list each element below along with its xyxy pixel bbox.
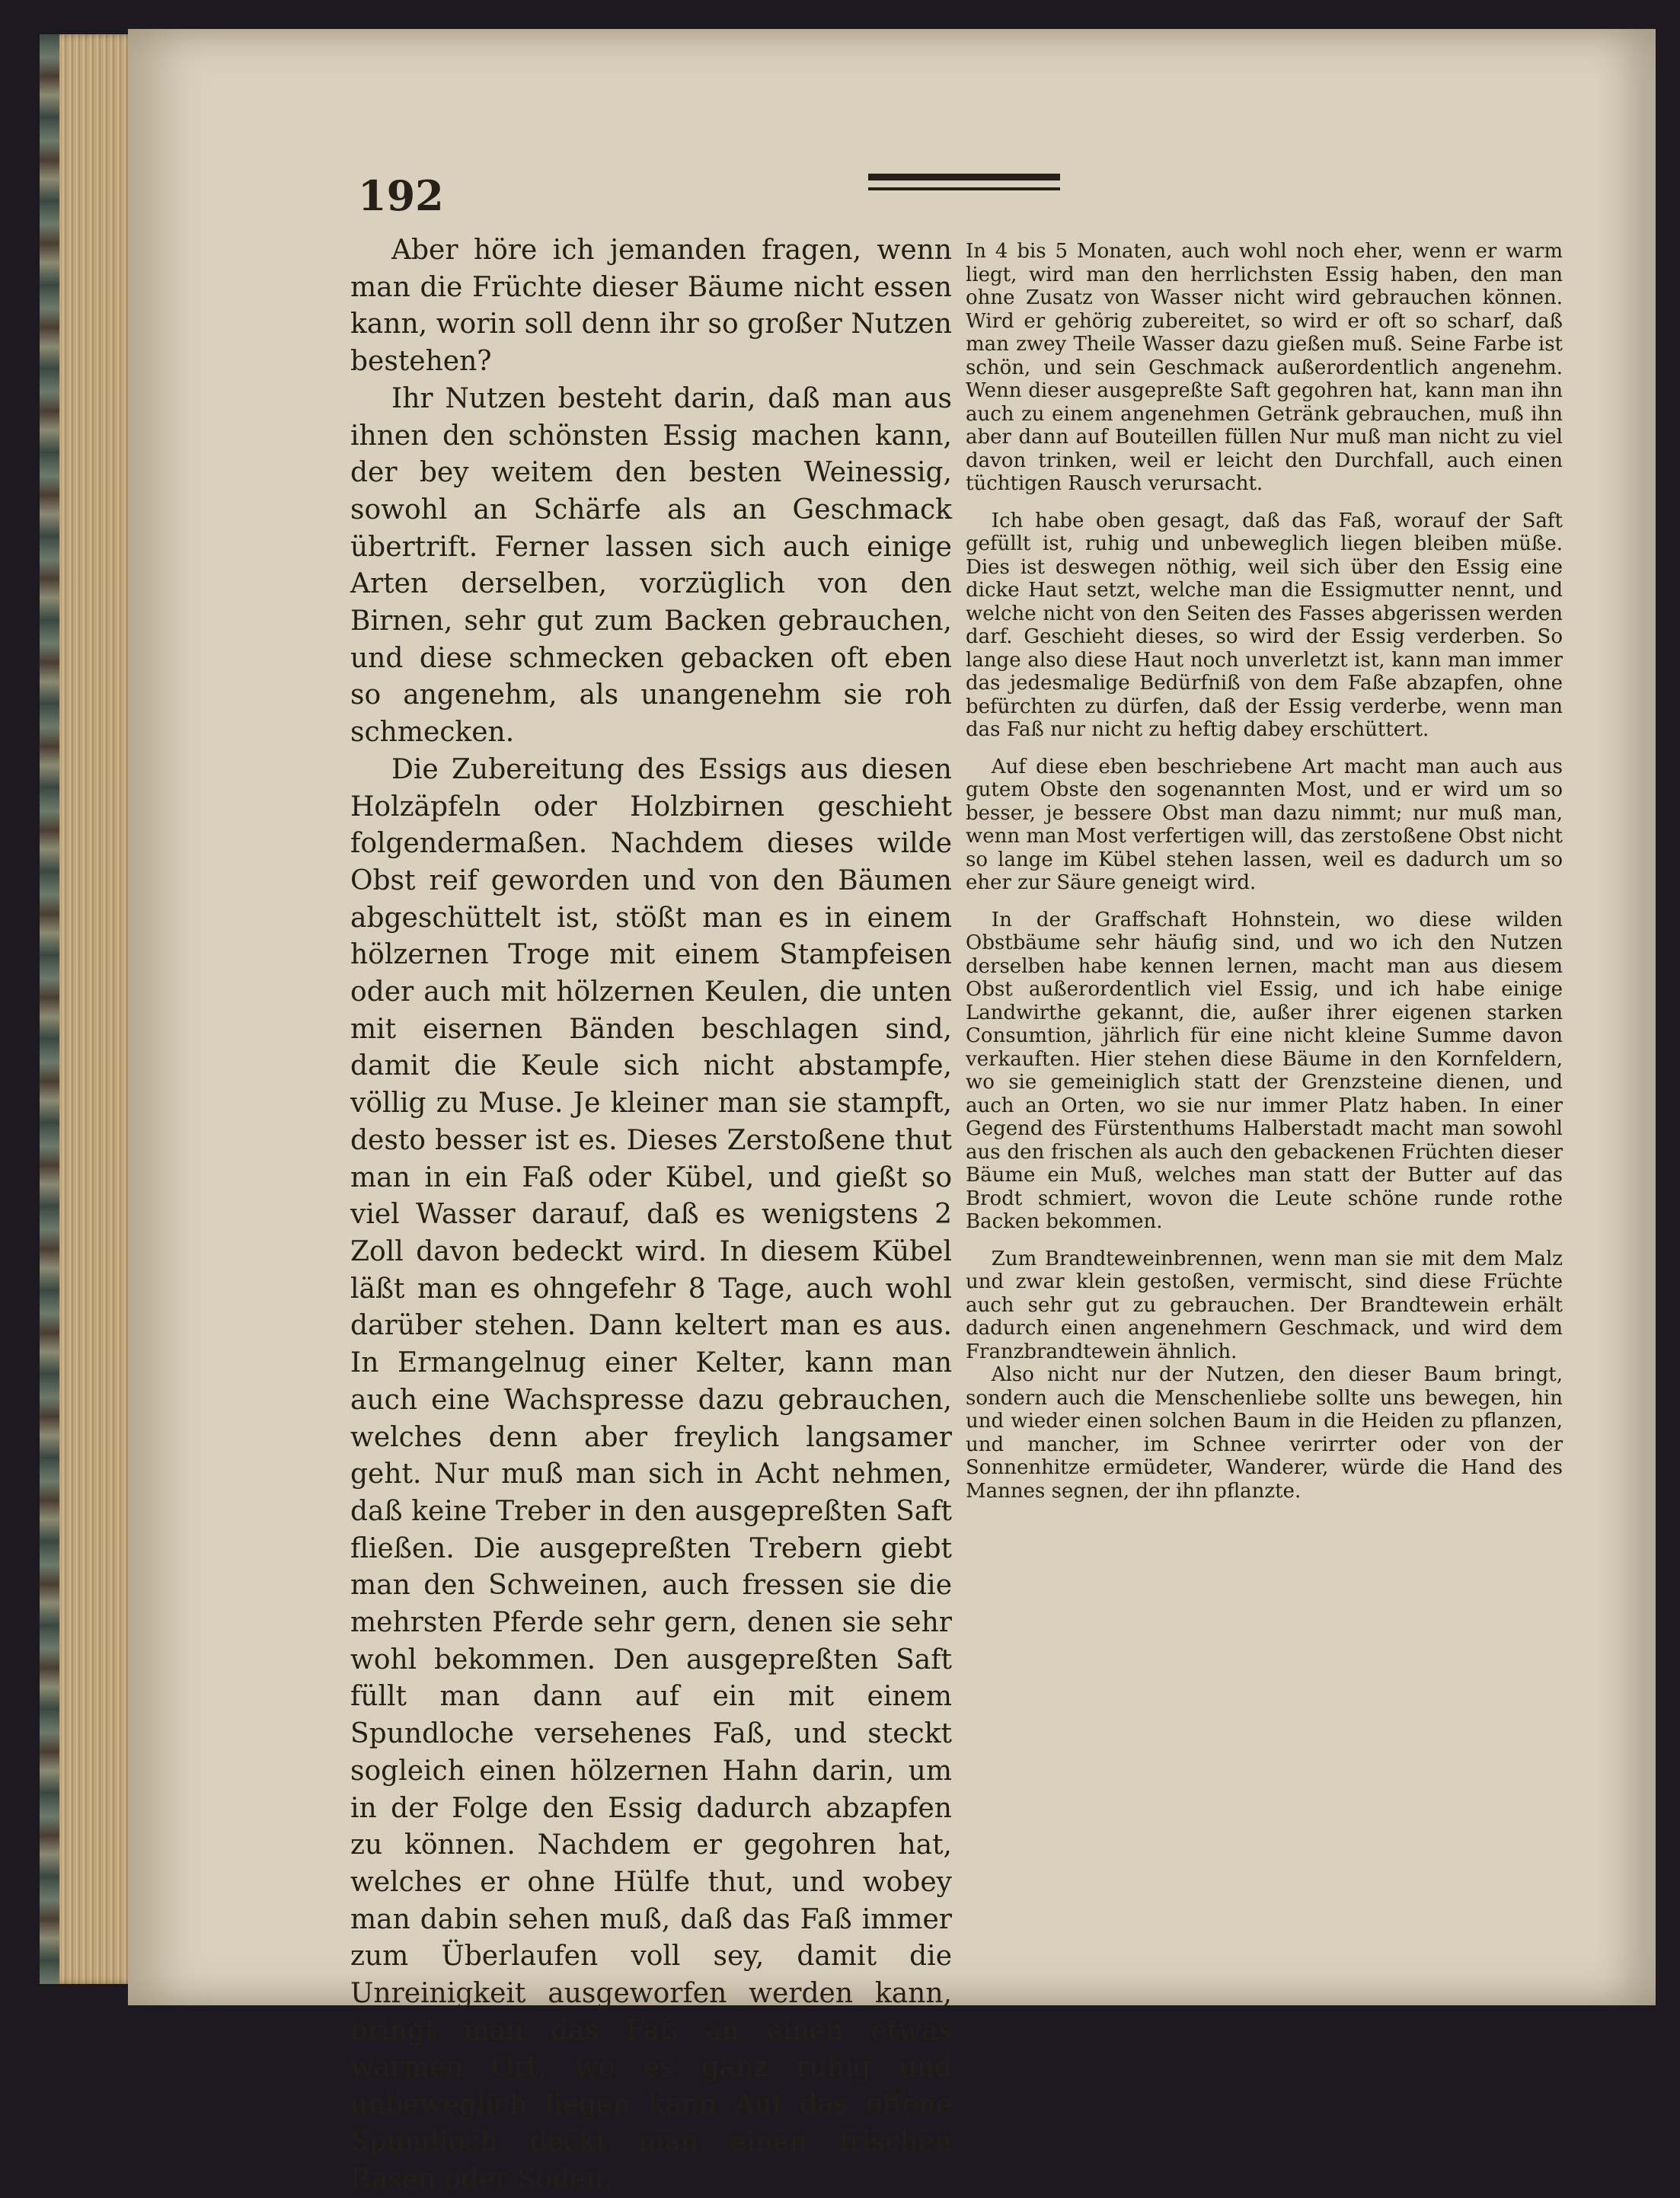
- left-paragraph-3: Die Zubereitung des Essigs aus diesen Holzäpfeln oder Holzbirnen geschieht folgendermaßen. Nachdem dieses wilde Obst reif geworden und von den Bäumen abgeschüttelt ist, stößt man es in einem hölzernen Troge mit einem Stampfeisen oder auch mit hölzernen Keulen, die unten mit eisernen Bänden beschlagen sind, damit die Keule sich nicht abstampfe, völlig zu Muse. Je kleiner man sie stampft, desto besser ist es. Dieses Zerstoßene thut man in ein Faß oder Kübel, und gießt so viel Wasser darauf, daß es wenigstens 2 Zoll davon bedeckt wird. In diesem Kübel läßt man es ohngefehr 8 Tage, auch wohl darüber stehen. Dann keltert man es aus. In Ermangelnug einer Kelter, kann man auch eine Wachspresse dazu gebrauchen, welches denn aber freylich langsamer geht. Nur muß man sich in Acht nehmen, daß keine Treber in den ausgepreßten Saft fließen. Die ausgepreßten Trebern giebt man den Schweinen, auch fressen sie die mehrsten Pferde sehr gern, denen sie sehr wohl bekommen. Den ausgepreßten Saft füllt man dann auf ein mit einem Spundloche versehenes Faß, und steckt sogleich einen hölzernen Hahn darin, um in der Folge den Essig dadurch abzapfen zu können. Nachdem er gegohren hat, welches er ohne Hülfe thut, und wobey man dabin sehen muß, daß das Faß immer zum Überlaufen voll sey, damit die Unreinigkeit ausgeworfen werden kann, bringt man das Faß an einen etwas warmen Ort, wo es ganz ruhig und unbeweglich liegen kann Auf das offene Spundloch deckt man einen frischen Rasen oder Soden.: [350, 753, 952, 2195]
- left-paragraph-2: Ihr Nutzen besteht darin, daß man aus ihnen den schönsten Essig machen kann, der bey weitem den besten Weinessig, sowohl an Schärfe als an Geschmack übertrift. Ferner lassen sich auch einige Arten derselben, vorzüglich von den Birnen, sehr gut zum Backen gebrauchen, und diese schmecken gebacken oft eben so angenehm, als unangenehm sie roh schmecken.: [350, 382, 952, 749]
- header-rule: [868, 174, 1060, 190]
- page-number: 192: [358, 171, 444, 220]
- right-paragraph-5: Zum Brandteweinbrennen, wenn man sie mit dem Malz und zwar klein gestoßen, vermischt, sind diese Früchte auch sehr gut zu gebrauchen. Der Brandtewein erhält dadurch einen angenehmern Geschmack, und wird dem Franzbrandtewein ähnlich.: [966, 1247, 1563, 1363]
- right-column: [966, 240, 1563, 1516]
- left-column: [350, 232, 952, 2198]
- right-paragraph-4: In der Graffschaft Hohnstein, wo diese wilden Obstbäume sehr häufig sind, und wo ich den Nutzen derselben habe kennen lernen, macht man aus diesem Obst außerordentlich viel Essig, und ich habe einige Landwirthe gekannt, die, außer ihrer eigenen starken Consumtion, jährlich für eine nicht kleine Summe davon verkauften. Hier stehen diese Bäume in den Kornfeldern, wo sie gemeiniglich statt der Grenzsteine dienen, und auch an Orten, wo sie nur immer Platz haben. In einer Gegend des Fürstenthums Halberstadt macht man sowohl aus den frischen als auch den gebackenen Früchten dieser Bäume ein Muß, welches man statt der Butter auf das Brodt schmiert, wovon die Leute schöne runde rothe Backen bekommen.: [966, 908, 1563, 1233]
- right-paragraph-2: Ich habe oben gesagt, daß das Faß, worauf der Saft gefüllt ist, ruhig und unbeweglich liegen bleiben müße. Dies ist deswegen nöthig, weil sich über den Essig eine dicke Haut setzt, welche man die Essigmutter nennt, und welche nicht von den Seiten des Fasses abgerissen werden darf. Geschieht dieses, so wird der Essig verderben. So lange also diese Haut noch unverletzt ist, kann man immer das jedesmalige Bedürfniß von dem Faße abzapfen, ohne befürchten zu dürfen, daß der Essig verderbe, wenn man das Faß nur nicht zu heftig dabey erschüttert.: [966, 509, 1563, 741]
- right-paragraph-3: Auf diese eben beschriebene Art macht man auch aus gutem Obste den sogenannten Most, und er wird um so besser, je bessere Obst man dazu nimmt; nur muß man, wenn man Most verfertigen will, das zerstoßene Obst nicht so lange im Kübel stehen lassen, weil es dadurch um so eher zur Säure geneigt wird.: [966, 755, 1563, 894]
- left-paragraph-1: Aber höre ich jemanden fragen, wenn man die Früchte dieser Bäume nicht essen kann, worin soll denn ihr so großer Nutzen bestehen?: [350, 235, 952, 378]
- right-paragraph-6: Also nicht nur der Nutzen, den dieser Baum bringt, sondern auch die Menschenliebe sollte uns bewegen, hin und wieder einen solchen Baum in die Heiden zu pflanzen, und mancher, im Schnee verirrter oder von der Sonnenhitze ermüdeter, Wanderer, würde die Hand des Mannes segnen, der ihn pflanzte.: [966, 1363, 1563, 1503]
- right-paragraph-1: In 4 bis 5 Monaten, auch wohl noch eher, wenn er warm liegt, wird man den herrlichsten Essig haben, den man ohne Zusatz von Wasser nicht wird gebrauchen können. Wird er gehörig zubereitet, so wird er oft so scharf, daß man zwey Theile Wasser dazu gießen muß. Seine Farbe ist schön, und sein Geschmack außerordentlich angenehm. Wenn dieser ausgepreßte Saft gegohren hat, kann man ihn auch zu einem angenehmen Getränk gebrauchen, muß ihn aber dann auf Bouteillen füllen Nur muß man nicht zu viel davon trinken, weil er leicht den Durchfall, auch einen tüchtigen Rausch verursacht.: [966, 240, 1563, 495]
- marbled-cover-edge: [40, 34, 59, 1984]
